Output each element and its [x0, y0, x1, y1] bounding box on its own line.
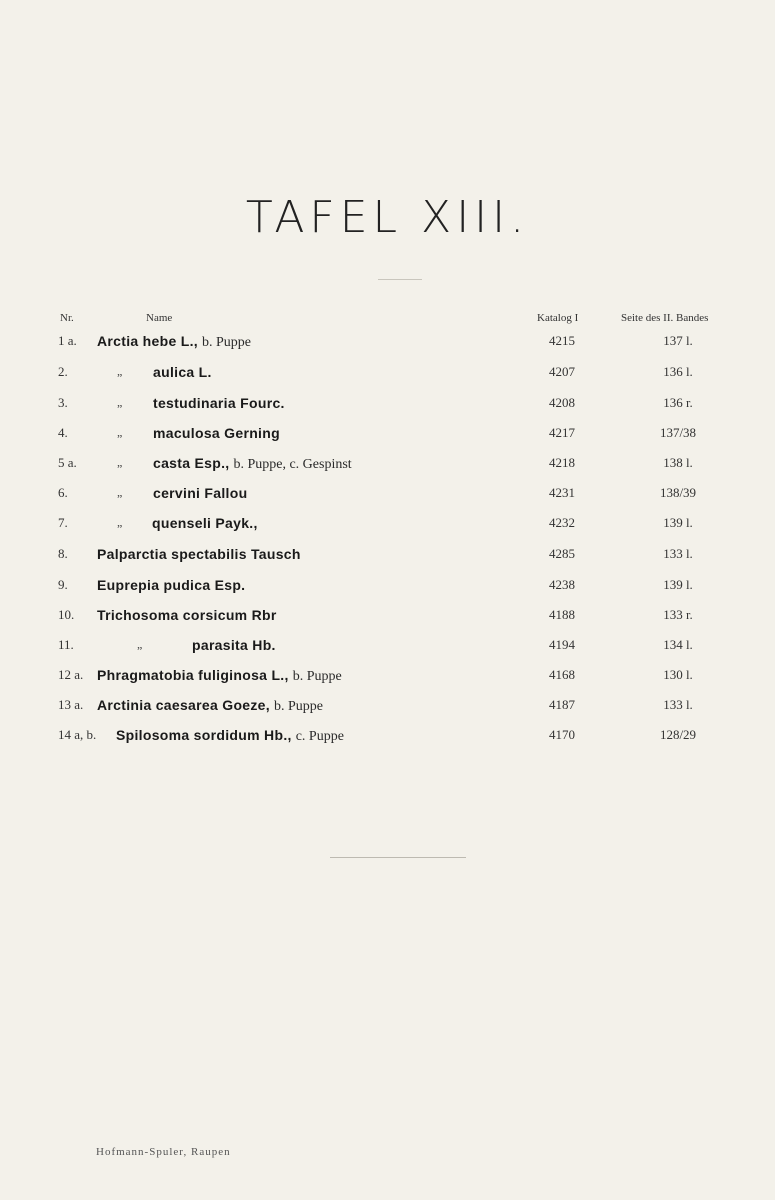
row-number: 10. — [58, 607, 75, 622]
table-row — [0, 546, 775, 570]
page-reference: 139 l. — [663, 515, 693, 530]
row-number: 4. — [58, 425, 68, 440]
table-row — [0, 637, 775, 661]
page-reference: 128/29 — [659, 727, 697, 742]
katalog-number: 4208 — [549, 395, 575, 410]
species-name: Trichosoma corsicum Rbr — [97, 607, 277, 623]
species-name: quenseli Payk., — [152, 515, 258, 531]
row-number: 7. — [58, 515, 68, 530]
page-reference: 136 l. — [663, 364, 693, 379]
table-row — [0, 667, 775, 691]
katalog-number: 4285 — [549, 546, 575, 561]
row-note: c. Puppe — [295, 729, 344, 744]
species-name: parasita Hb. — [192, 637, 276, 653]
table-row — [0, 515, 775, 539]
header-name: Name — [146, 312, 173, 324]
bottom-divider — [330, 857, 466, 858]
ditto-mark: „ — [117, 455, 123, 469]
plate-title: TAFEL XIII. — [245, 192, 530, 243]
species-name: Spilosoma sordidum Hb., — [116, 727, 292, 743]
header-seite: Seite des II. Bandes — [621, 312, 709, 324]
katalog-number: 4232 — [549, 515, 575, 530]
ditto-mark: „ — [117, 395, 123, 409]
katalog-number: 4187 — [549, 697, 575, 712]
species-name: Arctinia caesarea Goeze, — [97, 697, 270, 713]
ditto-mark: „ — [117, 515, 123, 529]
row-number: 8. — [58, 546, 68, 561]
row-number: 11. — [58, 637, 74, 652]
page-reference: 137/38 — [659, 425, 697, 440]
katalog-number: 4231 — [549, 485, 575, 500]
table-row — [0, 333, 775, 357]
row-number: 2. — [58, 364, 68, 379]
page-reference: 137 l. — [663, 333, 693, 348]
species-name: cervini Fallou — [153, 485, 248, 501]
species-name: maculosa Gerning — [153, 425, 280, 441]
row-number: 5 a. — [58, 455, 77, 470]
table-row — [0, 727, 775, 751]
title-divider — [378, 279, 422, 280]
table-row — [0, 697, 775, 721]
header-katalog: Katalog I — [537, 312, 579, 324]
ditto-mark: „ — [117, 425, 123, 439]
page-reference: 139 l. — [663, 577, 693, 592]
species-name: aulica L. — [153, 364, 212, 380]
page-reference: 133 l. — [663, 546, 693, 561]
page-reference: 133 r. — [663, 607, 693, 622]
species-name: Palparctia spectabilis Tausch — [97, 546, 301, 562]
katalog-number: 4170 — [549, 727, 575, 742]
katalog-number: 4215 — [549, 333, 575, 348]
row-number: 1 a. — [58, 333, 77, 348]
ditto-mark: „ — [117, 364, 123, 378]
page-reference: 134 l. — [663, 637, 693, 652]
page-reference: 133 l. — [663, 697, 693, 712]
row-number: 12 a. — [58, 667, 84, 682]
species-name: Phragmatobia fuliginosa L., — [97, 667, 289, 683]
katalog-number: 4188 — [549, 607, 575, 622]
table-row — [0, 577, 775, 601]
page-reference: 138 l. — [663, 455, 693, 470]
katalog-number: 4238 — [549, 577, 575, 592]
table-row — [0, 364, 775, 388]
header-nr: Nr. — [60, 312, 74, 324]
table-row — [0, 395, 775, 419]
row-number: 13 a. — [58, 697, 84, 712]
table-row — [0, 485, 775, 509]
footer-credit: Hofmann-Spuler, Raupen — [96, 1146, 231, 1158]
species-name: testudinaria Fourc. — [153, 395, 285, 411]
row-note: b. Puppe — [292, 669, 342, 684]
row-number: 9. — [58, 577, 68, 592]
row-number: 3. — [58, 395, 68, 410]
row-note: b. Puppe, c. Gespinst — [233, 457, 352, 472]
katalog-number: 4207 — [549, 364, 575, 379]
table-row — [0, 607, 775, 631]
page-reference: 138/39 — [659, 485, 697, 500]
row-number: 6. — [58, 485, 68, 500]
row-note: b. Puppe — [273, 699, 323, 714]
species-name: Arctia hebe L., — [97, 333, 198, 349]
ditto-mark: „ — [137, 637, 143, 651]
page-reference: 136 r. — [663, 395, 693, 410]
katalog-number: 4194 — [549, 637, 575, 652]
katalog-number: 4217 — [549, 425, 575, 440]
row-number: 14 a, b. — [58, 727, 97, 742]
ditto-mark: „ — [117, 485, 123, 499]
katalog-number: 4218 — [549, 455, 575, 470]
page-reference: 130 l. — [663, 667, 693, 682]
table-row — [0, 425, 775, 449]
table-row — [0, 455, 775, 479]
species-name: casta Esp., — [153, 455, 230, 471]
row-note: b. Puppe — [201, 335, 251, 350]
species-name: Euprepia pudica Esp. — [97, 577, 246, 593]
katalog-number: 4168 — [549, 667, 575, 682]
